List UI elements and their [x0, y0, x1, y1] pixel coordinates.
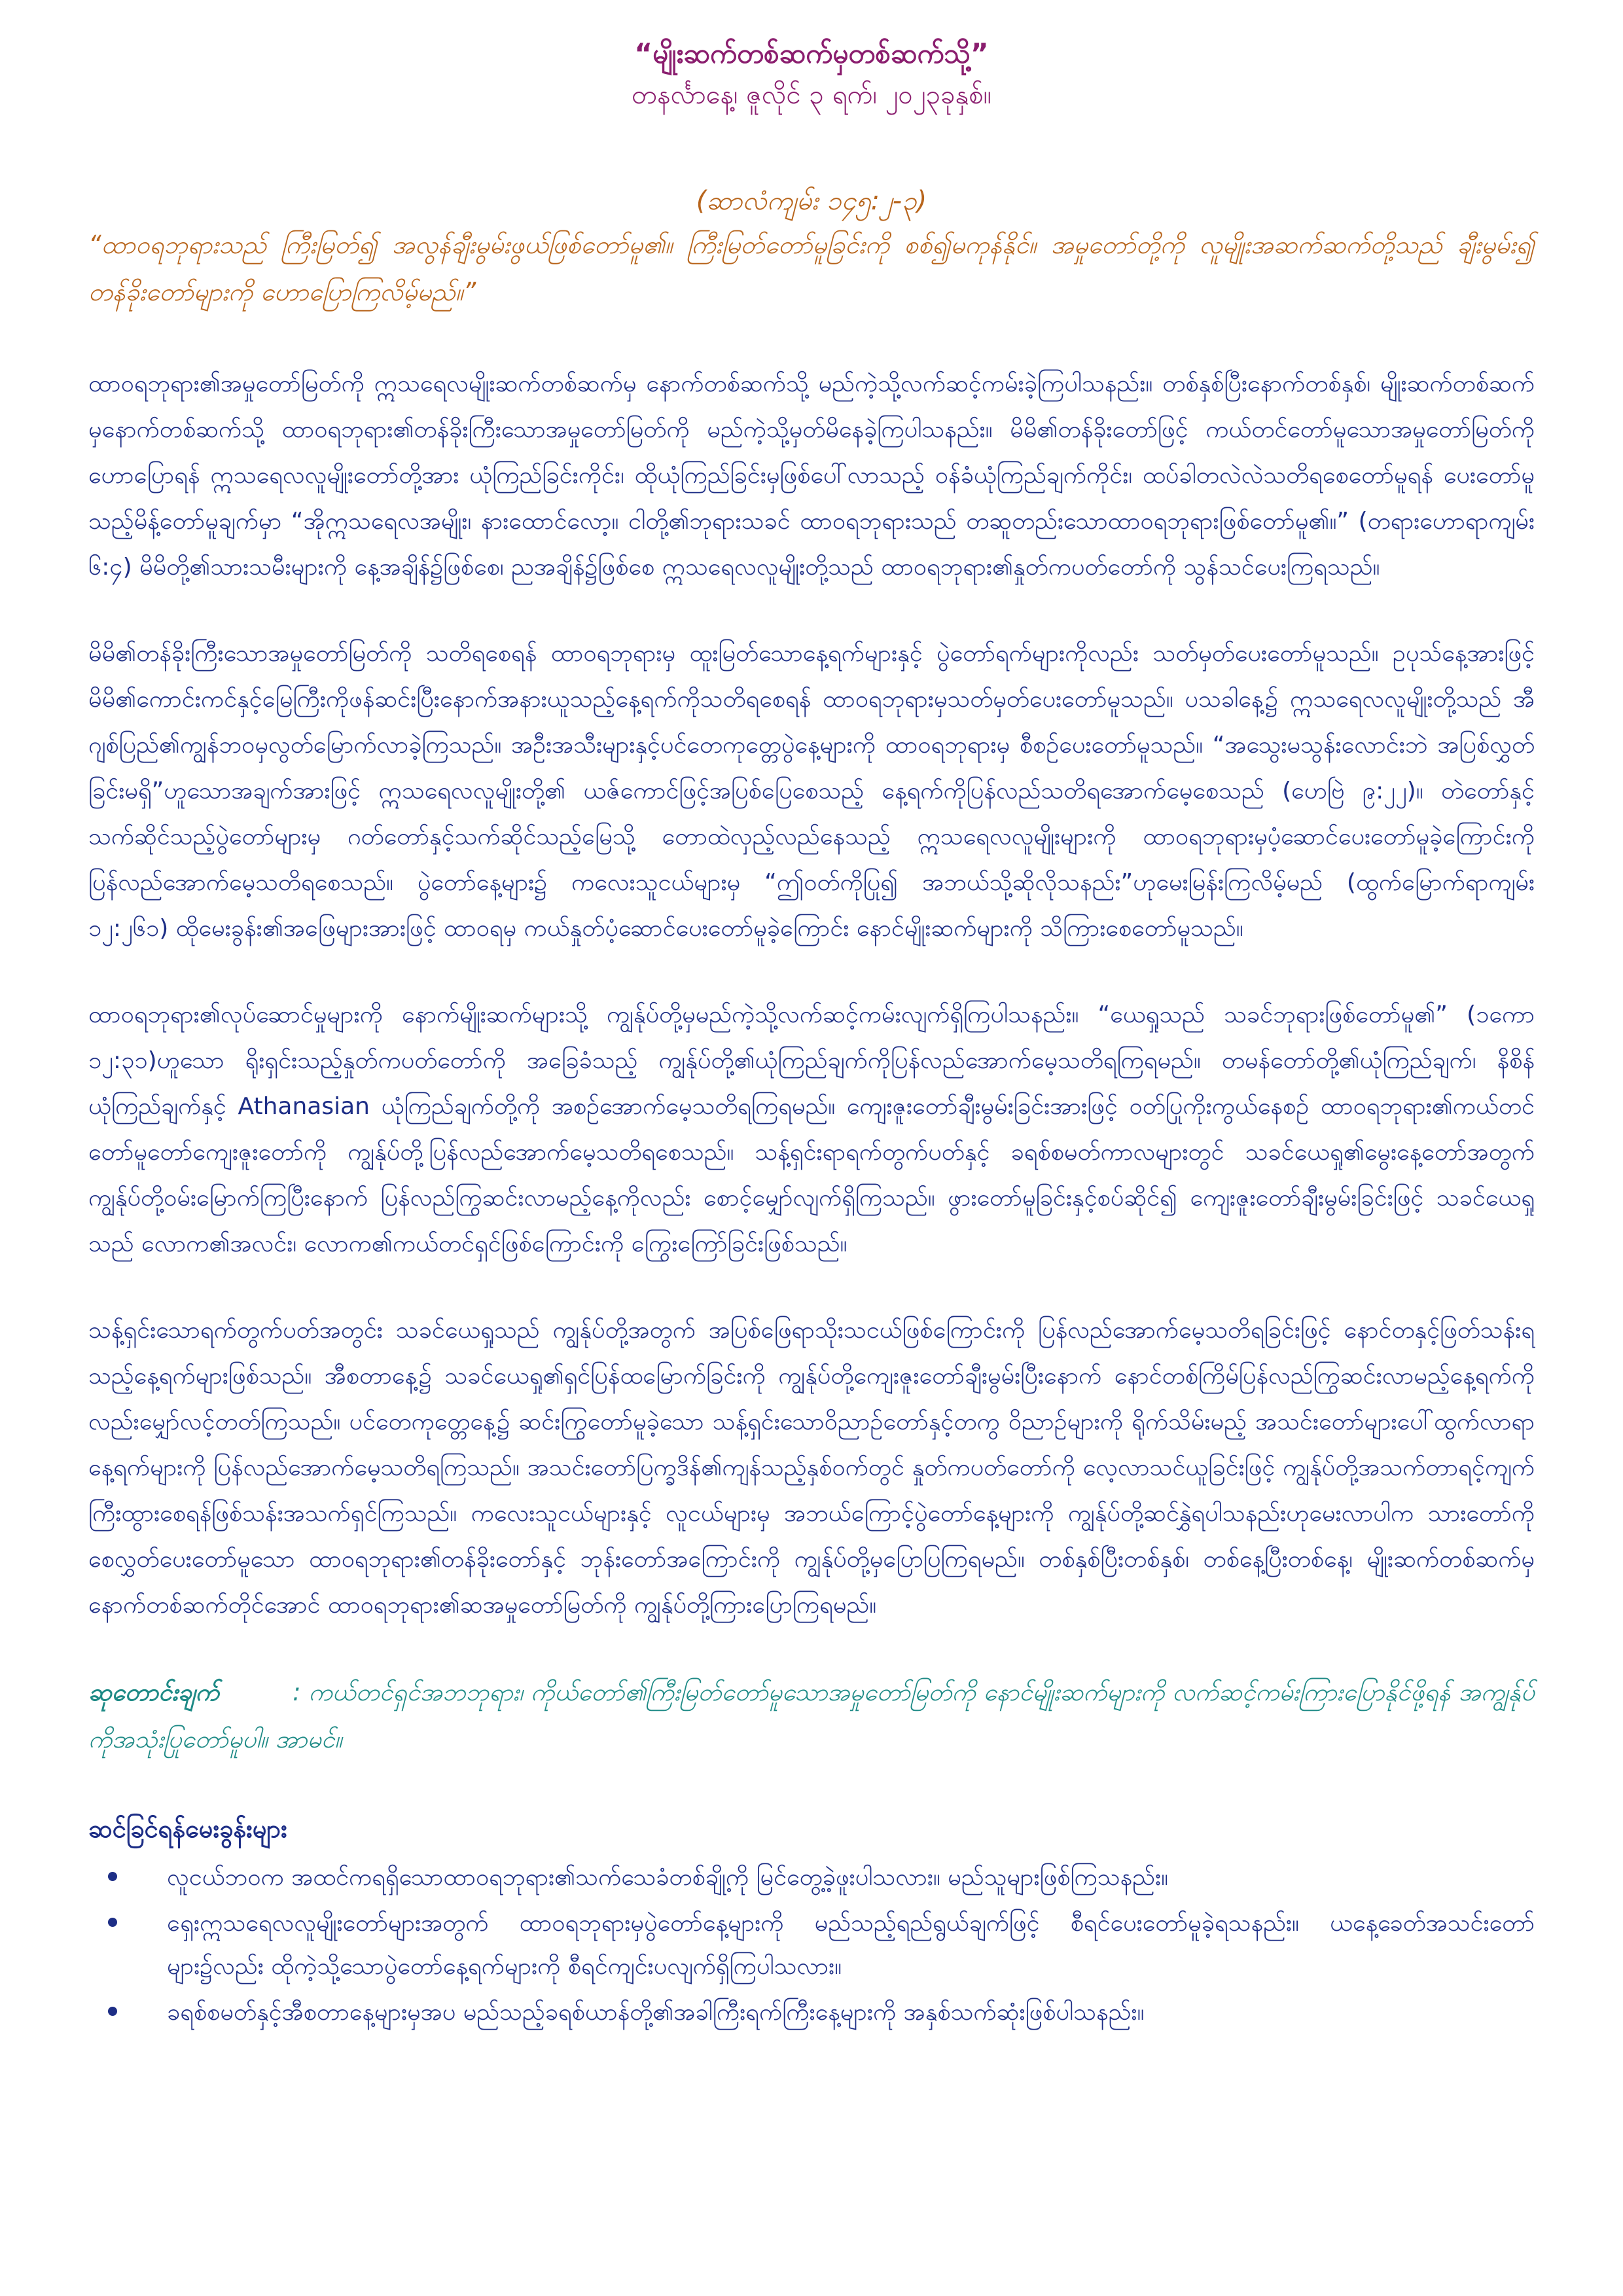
bullet-icon: [108, 1872, 117, 1881]
document-page: [88, 33, 1535, 2037]
body-paragraph-1: ထာဝရဘုရား၏အမှုတော်မြတ်ကို ဣသရေလမျိုးဆက်တစ်ဆက်မှ နောက်တစ်ဆက်သို့ မည်ကဲ့သို့လက်ဆင့်ကမ်းခဲ့ကြပါသနည်း။ တစ်နှစ်ပြီးနောက်တစ်နှစ်၊ မျိုးဆက်တစ်ဆက်မှနောက်တစ်ဆက်သို့ ထာဝရဘုရား၏တန်ခိုးကြီးသောအမှုတော်မြတ်ကို မည်ကဲ့သို့မှတ်မိနေခဲ့ကြပါသနည်း။ မိမိ၏တန်ခိုးတော်ဖြင့် ကယ်တင်တော်မူသောအမှုတော်မြတ်ကို ဟောပြောရန် ဣသရေလလူမျိုးတော်တို့အား ယုံကြည်ခြင်းကိုင်း၊ ထိုယုံကြည်ခြင်းမှဖြစ်ပေါ်လာသည့် ဝန်ခံယုံကြည်ချက်ကိုင်း၊ ထပ်ခါတလဲလဲသတိရစေတော်မူရန် ပေးတော်မူသည့်မိန့်တော်မူချက်မှာ “အိုဣသရေလအမျိုး၊ နားထောင်လော့။ ငါတို့၏ဘုရားသခင် ထာဝရဘုရားသည် တဆူတည်းသောထာဝရဘုရားဖြစ်တော်မူ၏။” (တရားဟောရာကျမ်း ၆:၄) မိမိတို့၏သားသမီးများကို နေ့အချိန်၌ဖြစ်စေ၊ ညအချိန်၌ဖြစ်စေ ဣသရေလလူမျိုးတို့သည် ထာဝရဘုရား၏နှုတ်ကပတ်တော်ကို သွန်သင်ပေးကြရသည်။: [88, 370, 1535, 581]
devotion-date: တနင်္လာနေ့၊ ဇူလိုင် ၃ ရက်၊ ၂၀၂၃ခုနှစ်။: [632, 80, 991, 110]
question-item: [167, 1856, 1535, 1899]
bullet-icon: [108, 2007, 117, 2016]
question-item: [167, 1991, 1535, 2034]
body-paragraph-4: သန့်ရှင်းသောရက်တွက်ပတ်အတွင်း သခင်ယေရှုသည် ကျွန်ုပ်တို့အတွက် အပြစ်ဖြေရာသိုးသငယ်ဖြစ်ကြောင်းကို ပြန်လည်အောက်မေ့သတိရခြင်းဖြင့် နောင်တနှင့်ဖြတ်သန်းရသည့်နေ့ရက်များဖြစ်သည်။ အီစတာနေ့၌ သခင်ယေရှု၏ရှင်ပြန်ထမြောက်ခြင်းကို ကျွန်ုပ်တို့ကျေးဇူးတော်ချီးမွမ်းပြီးနောက် နောင်တစ်ကြိမ်ပြန်လည်ကြွဆင်းလာမည့်နေ့ရက်ကိုလည်းမျှော်လင့်တတ်ကြသည်။ ပင်တေကုတ္တေနေ့၌ ဆင်းကြွတော်မူခဲ့သော သန့်ရှင်းသောဝိညာဉ်တော်နှင့်တကွ ဝိညာဉ်များကို ရိုက်သိမ်းမည့် အသင်းတော်များပေါ်ထွက်လာရာနေ့ရက်များကို ပြန်လည်အောက်မေ့သတိရကြသည်။ အသင်းတော်ပြက္ခဒိန်၏ကျန်သည့်နှစ်ဝက်တွင် နှုတ်ကပတ်တော်ကို လေ့လာသင်ယူခြင်းဖြင့် ကျွန်ုပ်တို့အသက်တာရင့်ကျက်ကြီးထွားစေရန်ဖြစ်သန်းအသက်ရှင်ကြသည်။ ကလေးသူငယ်များနှင့် လူငယ်များမှ အဘယ်ကြောင့်ပွဲတော်နေ့များကို ကျွန်ုပ်တို့ဆင်နွှဲရပါသနည်းဟုမေးလာပါက သားတော်ကိုစေလွှတ်ပေးတော်မူသော ထာဝရဘုရား၏တန်ခိုးတော်နှင့် ဘုန်းတော်အကြောင်းကို ကျွန်ုပ်တို့မှပြောပြကြရမည်။ တစ်နှစ်ပြီးတစ်နှစ်၊ တစ်နေ့ပြီးတစ်နေ့၊ မျိုးဆက်တစ်ဆက်မှ နောက်တစ်ဆက်တိုင်အောင် ထာဝရဘုရား၏ဆအမှုတော်မြတ်ကို ကျွန်ုပ်တို့ကြားပြောကြရမည်။: [88, 1317, 1535, 1619]
prayer-text: : ကယ်တင်ရှင်အဘဘုရား၊ ကိုယ်တော်၏ကြီးမြတ်တော်မူသောအမှုတော်မြတ်ကို နောင်မျိုးဆက်များကို လက်ဆင့်ကမ်းကြားပြောနိုင်ဖို့ရန် အကျွန်ုပ်ကိုအသုံးပြုတော်မူပါ။ အာမင်။: [88, 1678, 1535, 1753]
question-text: ရှေးဣသရေလလူမျိုးတော်များအတွက် ထာဝရဘုရားမှပွဲတော်နေ့များကို မည်သည့်ရည်ရွယ်ချက်ဖြင့် စီရင်ပေးတော်မူခဲ့ရသနည်း။ ယနေ့ခေတ်အသင်းတော်များ၌လည်း ထိုကဲ့သို့သောပွဲတော်နေ့ရက်များကို စီရင်ကျင်းပလျက်ရှိကြပါသလား။: [167, 1910, 1535, 1980]
verse-reference: (ဆာလံကျမ်း ၁၄၅:၂-၃): [696, 186, 927, 216]
prayer-label: ဆုတောင်းချက်: [88, 1678, 219, 1706]
body-paragraph-2: မိမိ၏တန်ခိုးကြီးသောအမှုတော်မြတ်ကို သတိရစေရန် ထာဝရဘုရားမှ ထူးမြတ်သောနေ့ရက်များနှင့် ပွဲတော်ရက်များကိုလည်း သတ်မှတ်ပေးတော်မူသည်။ ဥပုသ်နေ့အားဖြင့် မိမိ၏ကောင်းကင်နှင့်မြေကြီးကိုဖန်ဆင်းပြီးနောက်အနားယူသည့်နေ့ရက်ကိုသတိရစေရန် ထာဝရဘုရားမှသတ်မှတ်ပေးတော်မူသည်။ ပသခါနေ့၌ ဣသရေလလူမျိုးတို့သည် အီဂျစ်ပြည်၏ကျွန်ဘဝမှလွတ်မြောက်လာခဲ့ကြသည်။ အဦးအသီးများနှင့်ပင်တေကုတ္တေပွဲနေ့များကို ထာဝရဘုရားမှ စီစဉ်ပေးတော်မူသည်။ “အသွေးမသွန်းလောင်းဘဲ အပြစ်လွှတ်ခြင်းမရှိ”ဟူသောအချက်အားဖြင့် ဣသရေလလူမျိုးတို့၏ ယဇ်ကောင်ဖြင့်အပြစ်ပြေစေသည့် နေ့ရက်ကိုပြန်လည်သတိရအောက်မေ့စေသည် (ဟေဗြဲ ၉:၂၂)။ တဲတော်နှင့်သက်ဆိုင်သည့်ပွဲတော်များမှ ဂတ်တော်နှင့်သက်ဆိုင်သည့်မြေသို့ တောထဲလှည့်လည်နေသည့် ဣသရေလလူမျိုးများကို ထာဝရဘုရားမှပံ့ဆောင်ပေးတော်မူခဲ့ကြောင်းကို ပြန်လည်အောက်မေ့သတိရစေသည်။ ပွဲတော်နေ့များ၌ ကလေးသူငယ်များမှ “ဤဝတ်ကိုပြု၍ အဘယ်သို့ဆိုလိုသနည်း”ဟုမေးမြန်းကြလိမ့်မည် (ထွက်မြောက်ရာကျမ်း ၁၂:၂၆၁) ထိုမေးခွန်း၏အဖြေများအားဖြင့် ထာဝရမှ ကယ်နှုတ်ပံ့ဆောင်ပေးတော်မူခဲ့ကြောင်း နောင်မျိုးဆက်များကို သိကြားစေတော်မူသည်။: [88, 640, 1535, 942]
questions-heading: ဆင်ခြင်ရန်မေးခွန်းများ: [88, 1814, 287, 1843]
devotion-title: “မျိုးဆက်တစ်ဆက်မှတစ်ဆက်သို့”: [634, 37, 989, 69]
verse-text: “ထာဝရဘုရားသည် ကြီးမြတ်၍ အလွန်ချီးမွမ်းဖွယ်ဖြစ်တော်မူ၏။ ကြီးမြတ်တော်မူခြင်းကို စစ်၍မကုန်နိုင်။ အမှုတော်တို့ကို လူမျိုးအဆက်ဆက်တို့သည် ချီးမွမ်း၍ တန်ခိုးတော်များကို ဟောပြောကြလိမ့်မည်။”: [88, 230, 1535, 306]
question-item: [167, 1902, 1535, 1988]
question-text: လူငယ်ဘဝက အထင်ကရရှိသောထာဝရဘုရား၏သက်သေခံတစ်ချို့ကို မြင်တွေ့ခဲ့ဖူးပါသလား။ မည်သူများဖြစ်ကြသနည်း။: [167, 1864, 1169, 1891]
questions-list: [88, 1856, 1535, 2034]
question-text: ခရစ်စမတ်နှင့်အီစတာနေ့များမှအပ မည်သည့်ခရစ်ယာန်တို့၏အခါကြီးရက်ကြီးနေ့များကို အနှစ်သက်ဆုံးဖြစ်ပါသနည်း။: [167, 1999, 1145, 2026]
bullet-icon: [108, 1918, 117, 1927]
body-paragraph-3: ထာဝရဘုရား၏လုပ်ဆောင်မှုများကို နောက်မျိုးဆက်များသို့ ကျွန်ုပ်တို့မှမည်ကဲ့သို့လက်ဆင့်ကမ်းလျက်ရှိကြပါသနည်း။ “ယေရှုသည် သခင်ဘုရားဖြစ်တော်မူ၏” (၁ကော ၁၂:၃၁)ဟူသော ရိုးရှင်းသည့်နှုတ်ကပတ်တော်ကို အခြေခံသည့် ကျွန်ုပ်တို့၏ယုံကြည်ချက်ကိုပြန်လည်အောက်မေ့သတိရကြရမည်။ တမန်တော်တို့၏ယုံကြည်ချက်၊ နိစိန်ယုံကြည်ချက်နှင့် Athanasian ယုံကြည်ချက်တို့ကို အစဉ်အောက်မေ့သတိရကြရမည်။ ကျေးဇူးတော်ချီးမွမ်းခြင်းအားဖြင့် ဝတ်ပြုကိုးကွယ်နေစဉ် ထာဝရဘုရား၏ကယ်တင်တော်မူတော်ကျေးဇူးတော်ကို ကျွန်ုပ်တို့ပြန်လည်အောက်မေ့သတိရစေသည်။ သန့်ရှင်းရာရက်တွက်ပတ်နှင့် ခရစ်စမတ်ကာလများတွင် သခင်ယေရှု၏မွေးနေ့တော်အတွက် ကျွန်ုပ်တို့ဝမ်းမြောက်ကြပြီးနောက် ပြန်လည်ကြွဆင်းလာမည့်နေ့ကိုလည်း စောင့်မျှော်လျက်ရှိကြသည်။ ဖွားတော်မူခြင်းနှင့်စပ်ဆိုင်၍ ကျေးဇူးတော်ချီးမွမ်းခြင်းဖြင့် သခင်ယေရှုသည် လောက၏အလင်း၊ လောက၏ကယ်တင်ရှင်ဖြစ်ကြောင်းကို ကြွေးကြော်ခြင်းဖြစ်သည်။: [88, 1001, 1535, 1257]
prayer-block: [88, 1669, 1535, 1763]
